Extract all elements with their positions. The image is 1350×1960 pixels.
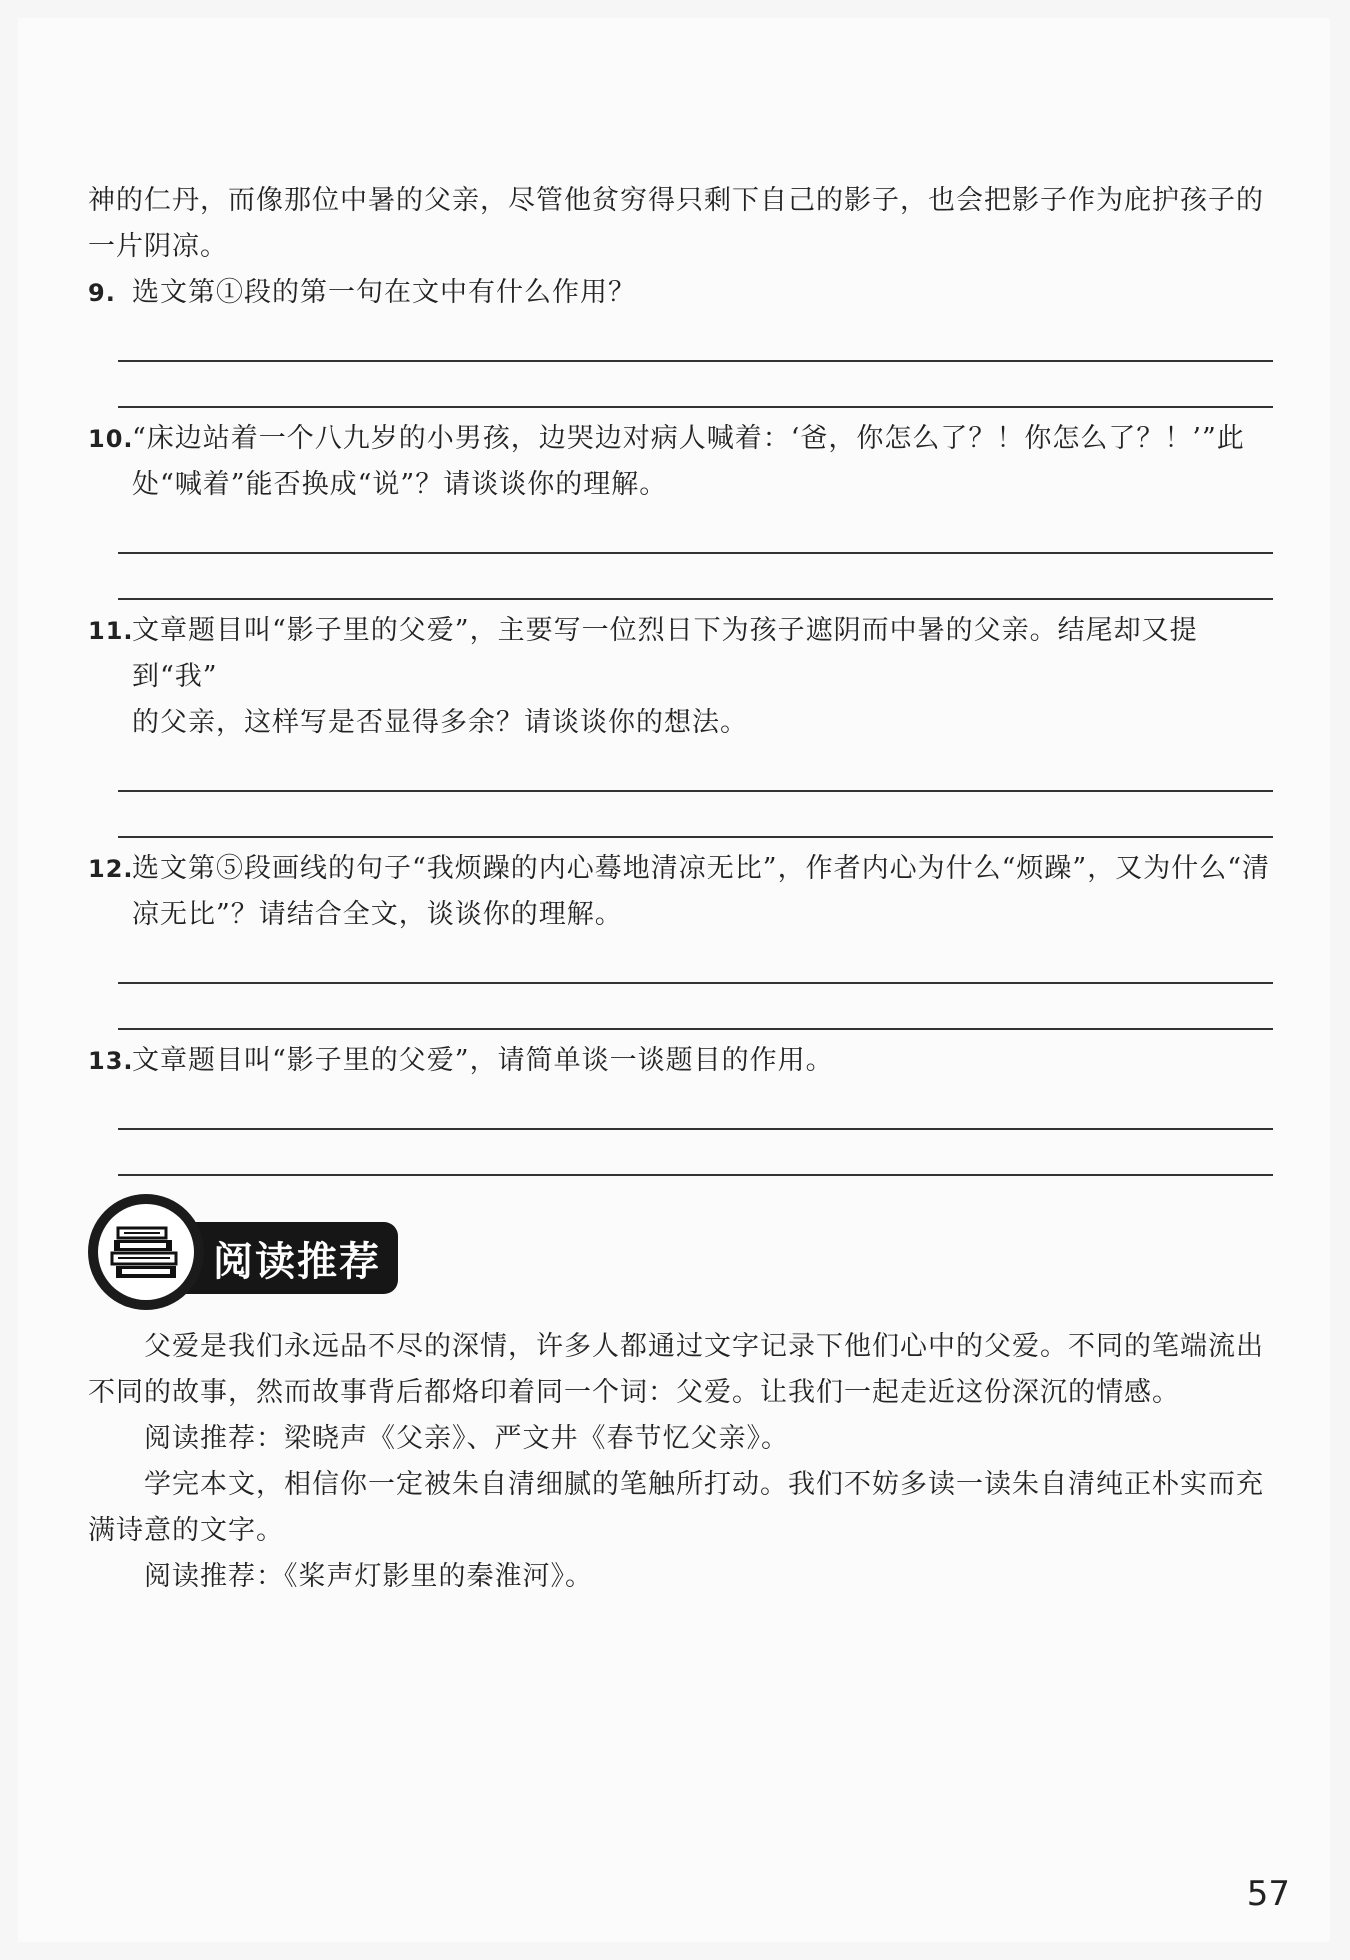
page-number: 57	[1246, 1874, 1290, 1914]
question-13	[88, 1038, 1273, 1176]
answer-area[interactable]	[88, 1084, 1273, 1176]
question-text: 处“喊着”能否换成“说”？请谈谈你的理解。	[132, 469, 668, 500]
question-number: 12.	[88, 855, 134, 883]
question-text: 的父亲，这样写是否显得多余？请谈谈你的想法。	[132, 707, 748, 738]
question-text: 选文第①段的第一句在文中有什么作用？	[132, 277, 636, 308]
banner-title: 阅读推荐	[213, 1239, 381, 1285]
intro-line-2: 一片阴凉。	[88, 231, 228, 262]
answer-line[interactable]	[118, 362, 1273, 408]
reading-recommendation: 阅读推荐：梁晓声《父亲》、严文井《春节忆父亲》。	[144, 1423, 789, 1454]
question-text: “床边站着一个八九岁的小男孩，边哭边对病人喊着：‘爸，你怎么了？！你怎么了？！’”此	[132, 423, 1245, 454]
answer-line[interactable]	[118, 938, 1273, 984]
workbook-page	[18, 18, 1330, 1942]
banner-circle	[88, 1194, 204, 1310]
question-12	[88, 846, 1273, 1030]
reading-paragraph: 学完本文，相信你一定被朱自清细腻的笔触所打动。我们不妨多读一读朱自清纯正朴实而充	[144, 1469, 1264, 1500]
question-10	[88, 416, 1273, 600]
answer-line[interactable]	[118, 508, 1273, 554]
question-text: 文章题目叫“影子里的父爱”，请简单谈一谈题目的作用。	[132, 1045, 834, 1076]
question-9	[88, 270, 1273, 408]
question-text: 文章题目叫“影子里的父爱”，主要写一位烈日下为孩子遮阴而中暑的父亲。结尾却又提到“我”	[132, 615, 1198, 692]
question-number: 10.	[88, 425, 134, 453]
answer-line[interactable]	[118, 554, 1273, 600]
answer-line[interactable]	[118, 1084, 1273, 1130]
answer-line[interactable]	[118, 792, 1273, 838]
intro-line-1: 神的仁丹，而像那位中暑的父亲，尽管他贫穷得只剩下自己的影子，也会把影子作为庇护孩子的	[88, 185, 1264, 216]
reading-recommendation: 阅读推荐：《桨声灯影里的秦淮河》。	[144, 1561, 593, 1592]
answer-line[interactable]	[118, 746, 1273, 792]
question-11	[88, 608, 1273, 838]
answer-area[interactable]	[88, 938, 1273, 1030]
page-content	[88, 178, 1273, 1600]
answer-line[interactable]	[118, 984, 1273, 1030]
answer-area[interactable]	[88, 508, 1273, 600]
question-number: 11.	[88, 617, 134, 645]
books-icon	[110, 1222, 182, 1282]
answer-line[interactable]	[118, 316, 1273, 362]
answer-area[interactable]	[88, 316, 1273, 408]
question-text: 选文第⑤段画线的句子“我烦躁的内心蓦地清凉无比”，作者内心为什么“烦躁”，又为什么“清	[132, 853, 1271, 884]
answer-area[interactable]	[88, 746, 1273, 838]
question-number: 9.	[88, 279, 116, 307]
question-text: 凉无比”？请结合全文，谈谈你的理解。	[132, 899, 623, 930]
answer-line[interactable]	[118, 1130, 1273, 1176]
reading-paragraph: 父爱是我们永远品不尽的深情，许多人都通过文字记录下他们心中的父爱。不同的笔端流出	[144, 1331, 1264, 1362]
reading-section	[88, 1324, 1273, 1600]
reading-paragraph: 不同的故事，然而故事背后都烙印着同一个词：父爱。让我们一起走近这份深沉的情感。	[88, 1377, 1180, 1408]
reading-paragraph: 满诗意的文字。	[88, 1515, 284, 1546]
reading-recommendation-banner	[88, 1194, 1273, 1324]
question-number: 13.	[88, 1047, 134, 1075]
